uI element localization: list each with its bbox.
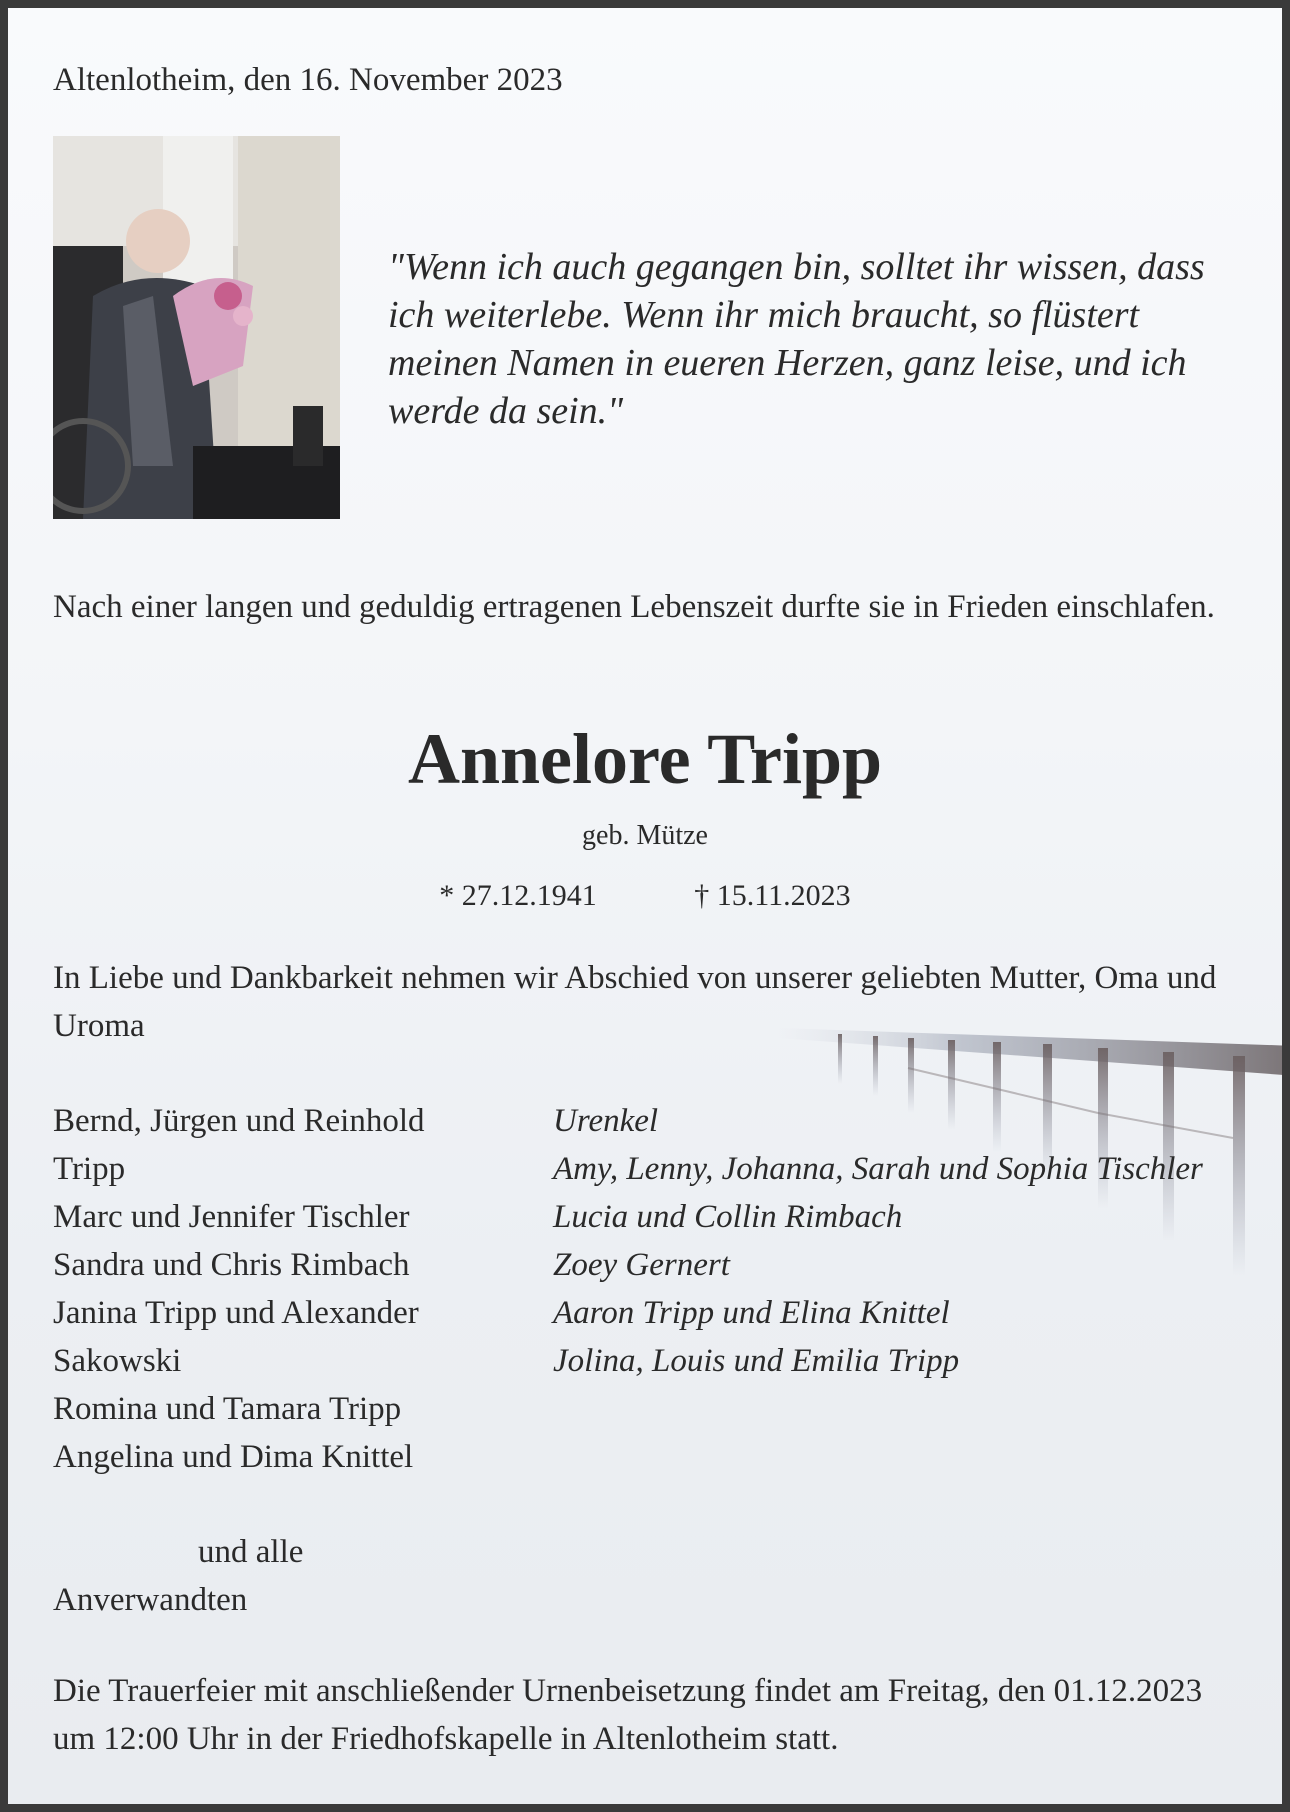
family-entry: Angelina und Dima Knittel (53, 1439, 414, 1475)
thanks-text: In Liebe und Dankbarkeit nehmen wir Abschied von unserer geliebten Mutter, Oma und Uroma (53, 960, 1217, 1044)
great-grandchildren-entry: Aaron Tripp und Elina Knittel (553, 1295, 950, 1331)
portrait-photo (53, 136, 340, 519)
deceased-name: Annelore Tripp (407, 719, 883, 799)
great-grandchildren-entry: Amy, Lenny, Johanna, Sarah und Sophia Tischler (553, 1151, 1203, 1187)
family-entry: Janina Tripp und Alexander Sakowski (53, 1295, 419, 1379)
obituary-card (8, 8, 1282, 1804)
relatives-line-1: und alle (198, 1534, 304, 1570)
life-dates (8, 876, 1282, 916)
intro-text: Nach einer langen und geduldig ertragenen Lebenszeit durfte sie in Frieden einschlafen. (53, 589, 1215, 625)
great-grandchildren-entry: Zoey Gernert (553, 1247, 730, 1283)
memorial-quote: "Wenn ich auch gegangen bin, solltet ihr wissen, dass ich weiterlebe. Wenn ihr mich braucht, so flüstert meinen Namen in eueren Herzen, ganz leise, und ich werde da sein." (388, 246, 1205, 432)
great-grandchildren-entry: Jolina, Louis und Emilia Tripp (553, 1343, 960, 1379)
great-grandchildren-list (553, 1097, 1253, 1385)
birth-date: * 27.12.1941 (439, 879, 597, 912)
birth-name: geb. Mütze (582, 820, 708, 851)
relatives-note (53, 1528, 313, 1624)
family-entry: Marc und Jennifer Tischler (53, 1199, 410, 1235)
relatives-line-2: Anverwandten (53, 1582, 248, 1618)
family-entry: Romina und Tamara Tripp (53, 1391, 402, 1427)
family-list (53, 1097, 483, 1481)
great-grandchildren-entry: Lucia und Collin Rimbach (553, 1199, 903, 1235)
place-date: Altenlotheim, den 16. November 2023 (53, 62, 563, 98)
family-entry: Bernd, Jürgen und Reinhold Tripp (53, 1103, 425, 1187)
ceremony-text: Die Trauerfeier mit anschließender Urnenbeisetzung findet am Freitag, den 01.12.2023 um 12:00 Uhr in der Friedhofskapelle in Altenlotheim statt. (53, 1673, 1203, 1757)
great-grandchildren-heading: Urenkel (553, 1103, 659, 1139)
death-date: † 15.11.2023 (694, 879, 851, 912)
family-entry: Sandra und Chris Rimbach (53, 1247, 410, 1283)
